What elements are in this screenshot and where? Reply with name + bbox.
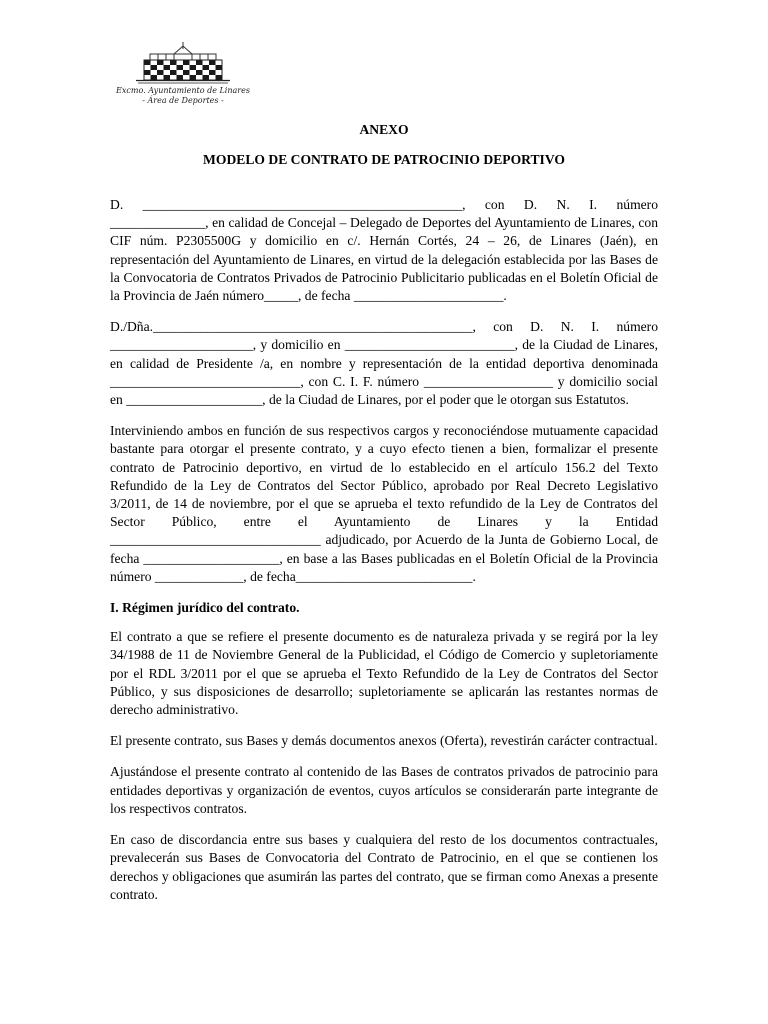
- section-heading-regimen-juridico: I. Régimen jurídico del contrato.: [110, 600, 300, 616]
- paragraph-concejal: D. _______________________________________________, con D. N. I. número ______________, en calidad de Concejal – Delegado de Deportes del Ayuntamiento de Linares, con CIF núm. P2305500G y domicilio en c/. Hernán Cortés, 24 – 26, de Linares (Jaén), en representación del Ayuntamiento de Linares, en virtud de la delegación establecida por las Bases de la Convocatoria de Contratos Privados de Patrocinio Publicitario publicadas en el Boletín Oficial de la Provincia de Jaén número_____, de fecha ______________________.: [110, 197, 658, 304]
- ayuntamiento-logo: [108, 40, 258, 112]
- logo-caption-line2: - Área de Deportes -: [142, 96, 224, 105]
- paragraph-discordancia: En caso de discordancia entre sus bases y cualquiera del resto de los documentos contractuales, prevalecerán sus Bases de Convocatoria del Contrato de Patrocinio, en el que se contienen los derechos y obligaciones que asumirán las partes del contrato, que se firman como Anexas a presente contrato.: [110, 832, 658, 902]
- document-subtitle: MODELO DE CONTRATO DE PATROCINIO DEPORTIVO: [203, 152, 565, 167]
- logo-caption-line1: Excmo. Ayuntamiento de Linares: [116, 86, 250, 95]
- paragraph-presidente: D./Dña._______________________________________________, con D. N. I. número _____________________, y domicilio en _________________________, de la Ciudad de Linares, en calidad de Presidente /a, en nombre y representación de la entidad deportiva denominada ____________________________, con C. I. F. número ___________________ y domicilio social en ____________________, de la Ciudad de Linares, por el poder que le otorgan sus Estatutos.: [110, 319, 658, 408]
- paragraph-interviniendo: Interviniendo ambos en función de sus respectivos cargos y reconociéndose mutuamente capacidad bastante para otorgar el presente contrato, y a cuyo efecto tienen a bien, formalizar el presente contrato de Patrocinio deportivo, en virtud de lo establecido en el artículo 156.2 del Texto Refundido de la Ley de Contratos del Sector Público, aprobado por Real Decreto Legislativo 3/2011, de 14 de noviembre, por el que se aprueba el texto refundido de la Ley de Contratos del Sector Público, entre el Ayuntamiento de Linares y la Entidad _______________________________ adjudicado, por Acuerdo de la Junta de Gobierno Local, de fecha ____________________, en base a las Bases publicadas en el Boletín Oficial de la Provincia número _____________, de fecha__________________________.: [110, 423, 658, 584]
- paragraph-naturaleza-privada: El contrato a que se refiere el presente documento es de naturaleza privada y se regirá por la ley 34/1988 de 11 de Noviembre General de la Publicidad, el Código de Comercio y supletoriamente por el RDL 3/2011 por el que se aprueba el Texto Refundido de la Ley de Contratos del Sector Público, y sus disposiciones de desarrollo; supletoriamente se aplicarán las restantes normas de derecho administrativo.: [110, 629, 658, 718]
- document-body: [110, 196, 658, 917]
- town-hall-emblem-icon: [108, 40, 258, 86]
- document-title: ANEXO: [359, 122, 409, 137]
- paragraph-caracter-contractual: El presente contrato, sus Bases y demás documentos anexos (Oferta), revestirán carácter contractual.: [110, 733, 658, 749]
- paragraph-ajustandose: Ajustándose el presente contrato al contenido de las Bases de contratos privados de patrocinio para entidades deportivas y organización de eventos, cuyos artículos se considerarán parte integrante de los respectivos contratos.: [110, 764, 658, 816]
